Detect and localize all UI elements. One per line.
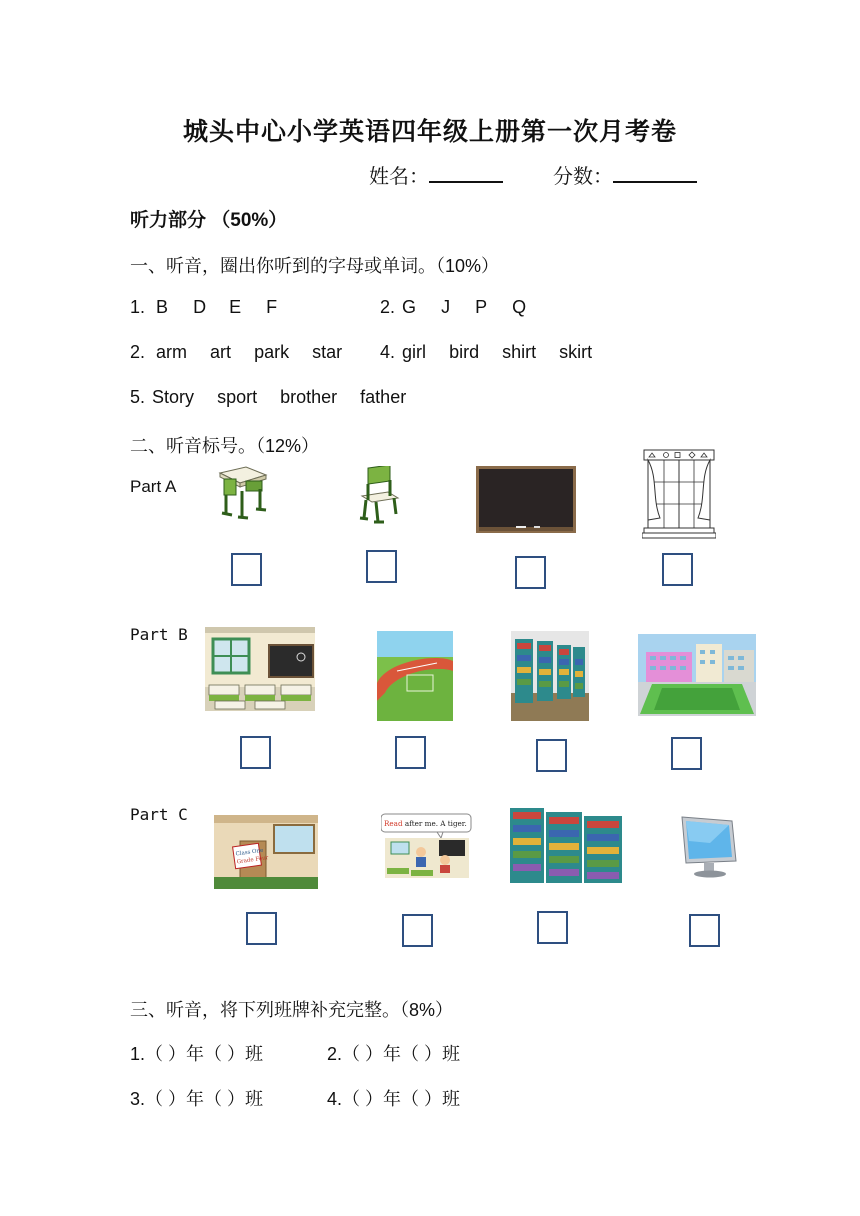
choice-item[interactable]: bird	[449, 342, 480, 362]
choice-item[interactable]: E	[229, 297, 242, 317]
answer-box[interactable]	[515, 556, 546, 589]
choice-item[interactable]: arm	[156, 342, 188, 362]
answer-box[interactable]	[537, 911, 568, 944]
section2-title: 二、听音标号。（12%）	[130, 436, 320, 456]
choice-item[interactable]: D	[193, 297, 207, 317]
class-sign-item	[327, 1085, 460, 1111]
listening-heading: 听力部分 （50%）	[130, 210, 288, 231]
answer-box[interactable]	[231, 553, 262, 586]
choice-item[interactable]: father	[360, 387, 407, 407]
choice-item[interactable]: Story	[152, 387, 195, 407]
item-blank-text[interactable]: （ ）年（ ）班	[342, 1044, 461, 1064]
section1-title: 一、听音，圈出你听到的字母或单词。（10%）	[130, 256, 500, 276]
part-b-label: Part B	[130, 625, 188, 644]
choice-item[interactable]: art	[210, 342, 232, 362]
choice-item[interactable]: sport	[217, 387, 258, 407]
bookshelves-picture	[510, 808, 622, 883]
question-number: 2.	[380, 297, 396, 317]
answer-box[interactable]	[671, 737, 702, 770]
class-sign-item	[130, 1040, 263, 1066]
class-sign-item	[327, 1040, 460, 1066]
item-blank-text[interactable]: （ ）年（ ）班	[145, 1044, 264, 1064]
blackboard-picture	[476, 466, 576, 533]
name-blank[interactable]	[429, 161, 503, 183]
window-picture	[642, 448, 716, 542]
item-number: 2.	[327, 1044, 343, 1064]
question-number: 5.	[130, 387, 146, 407]
library-picture	[511, 631, 589, 721]
choice-item[interactable]: G	[402, 297, 417, 317]
question-row	[380, 297, 526, 318]
name-label: 姓名：	[369, 166, 429, 188]
answer-box[interactable]	[536, 739, 567, 772]
answer-box[interactable]	[366, 550, 397, 583]
answer-box[interactable]	[689, 914, 720, 947]
choice-item[interactable]: brother	[280, 387, 338, 407]
class-sign-door-picture	[214, 815, 318, 889]
item-number: 4.	[327, 1089, 343, 1109]
answer-box[interactable]	[246, 912, 277, 945]
answer-box[interactable]	[402, 914, 433, 947]
choice-item[interactable]: P	[475, 297, 488, 317]
answer-box[interactable]	[240, 736, 271, 769]
door-sign-line2: Grade Four	[236, 855, 269, 866]
item-blank-text[interactable]: （ ）年（ ）班	[145, 1089, 264, 1109]
item-number: 1.	[130, 1044, 146, 1064]
score-label: 分数：	[553, 166, 613, 188]
question-number: 1.	[130, 297, 146, 317]
class-sign-item	[130, 1085, 263, 1111]
playground-picture	[377, 631, 453, 721]
page-title: 城头中心小学英语四年级上册第一次月考卷	[182, 118, 677, 146]
score-blank[interactable]	[613, 161, 697, 183]
choice-item[interactable]: star	[312, 342, 343, 362]
item-blank-text[interactable]: （ ）年（ ）班	[342, 1089, 461, 1109]
choice-item[interactable]: J	[441, 297, 451, 317]
part-a-label: Part A	[130, 477, 177, 496]
question-row	[130, 342, 342, 363]
question-number: 4.	[380, 342, 396, 362]
score-field	[553, 160, 697, 189]
school-building-picture	[638, 634, 756, 716]
question-row	[130, 387, 406, 408]
speech-bubble-text	[384, 819, 467, 828]
chair-picture	[354, 466, 402, 526]
choice-item[interactable]: girl	[402, 342, 427, 362]
part-c-label: Part C	[130, 805, 188, 824]
choice-item[interactable]: Q	[512, 297, 527, 317]
choice-item[interactable]: shirt	[502, 342, 537, 362]
desk-picture	[216, 463, 270, 521]
choice-item[interactable]: B	[156, 297, 169, 317]
speech-bubble-word: Read	[384, 819, 403, 828]
choice-item[interactable]: skirt	[559, 342, 593, 362]
answer-box[interactable]	[395, 736, 426, 769]
name-field	[369, 160, 503, 189]
question-row	[130, 297, 277, 318]
door-sign-line1: Class One	[235, 847, 264, 858]
item-number: 3.	[130, 1089, 146, 1109]
section3-title: 三、听音，将下列班牌补充完整。（8%）	[130, 1000, 454, 1020]
choice-item[interactable]: park	[254, 342, 290, 362]
choice-item[interactable]: F	[266, 297, 278, 317]
speech-bubble-rest: after me. A tiger.	[402, 819, 467, 828]
classroom-picture	[205, 627, 315, 711]
answer-box[interactable]	[662, 553, 693, 586]
computer-picture	[680, 813, 740, 879]
class-scene-picture	[381, 812, 473, 882]
question-number: 2.	[130, 342, 146, 362]
question-row	[380, 342, 592, 363]
